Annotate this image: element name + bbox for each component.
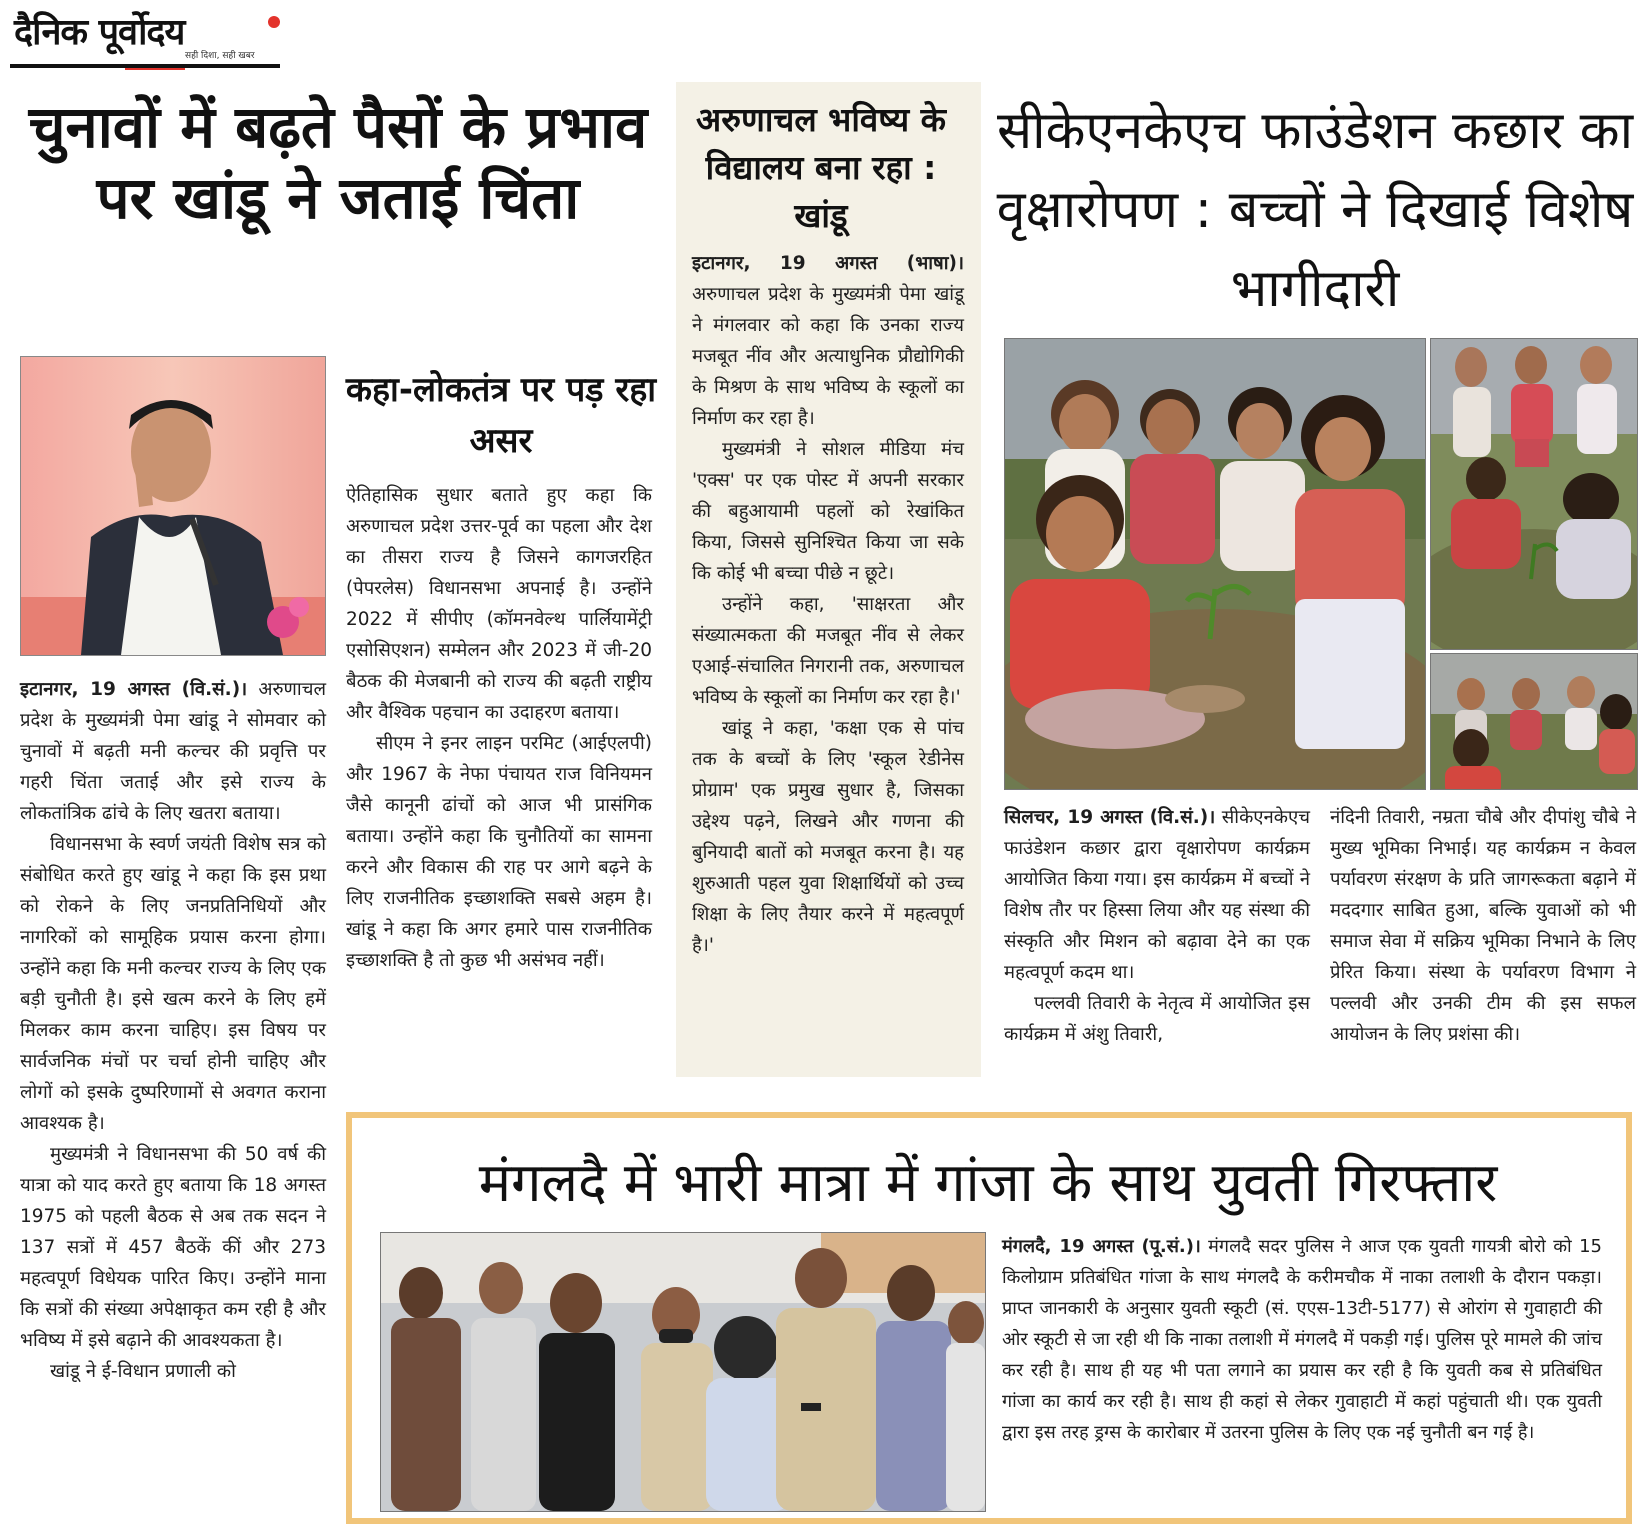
masthead-logo-dot	[268, 16, 280, 28]
story1-dateline: इटानगर, 19 अगस्त (वि.सं.)।	[20, 679, 248, 700]
masthead-tagline: सही दिशा, सही खबर	[185, 51, 255, 61]
story2-headline: अरुणाचल भविष्य के विद्यालय बना रहा : खांडू	[696, 100, 946, 235]
story1-paragraph-3: मुख्यमंत्री ने विधानसभा की 50 वर्ष की यात्रा को याद करते हुए बताया कि 18 अगस्त 1975 को पहली बैठक से अब तक सदन ने 137 सत्रों में 457 बैठकें कीं और 273 महत्वपूर्ण विधेयक पारित किए। उन्होंने माना कि सत्रों की संख्या अपेक्षाकृत कम रही है और भविष्य में इसे बढ़ाने की आवश्यकता है।	[20, 1144, 326, 1351]
story3-dateline: सिलचर, 19 अगस्त (वि.सं.)।	[1004, 807, 1216, 828]
story2-paragraph-3: उन्होंने कहा, 'साक्षरता और संख्यात्मकता की मजबूत नींव से लेकर एआई-संचालित निगरानी तक, अरुणाचल भविष्य के स्कूलों का निर्माण कर रहा है।'	[692, 594, 964, 708]
story1-paragraph-6: सीएम ने इनर लाइन परमिट (आईएलपी) और 1967 के नेफा पंचायत राज विनियमन जैसे कानूनी ढांचों को आज भी प्रासंगिक बताया। उन्होंने कहा कि चुनौतियों का सामना करने और विकास की राह पर आगे बढ़ने के लिए राजनीतिक इच्छाशक्ति सबसे अहम है। खांडू ने कहा कि अगर हमारे पास राजनीतिक इच्छाशक्ति है तो कुछ भी असंभव नहीं।	[346, 733, 652, 971]
story4-column	[1002, 1231, 1602, 1448]
story3-column-2	[1330, 802, 1636, 1050]
masthead-accent-rule	[125, 68, 185, 70]
story2-paragraph-1: अरुणाचल प्रदेश के मुख्यमंत्री पेमा खांडू ने मंगलवार को कहा कि उनका राज्य मजबूत नींव और अत्याधुनिक प्रौद्योगिकी के मिश्रण के साथ भविष्य के स्कूलों का निर्माण कर रहा है।	[692, 284, 964, 429]
story1-subhead: कहा-लोकतंत्र पर पड़ रहा असर	[345, 370, 657, 461]
story3-paragraph-3: नंदिनी तिवारी, नम्रता चौबे और दीपांशु चौबे ने मुख्य भूमिका निभाई। यह कार्यक्रम न केवल पर्यावरण संरक्षण के प्रति जागरूकता बढ़ाने में मददगार साबित हुआ, बल्कि युवाओं को भी समाज सेवा में सक्रिय भूमिका निभाने के लिए प्रेरित किया। संस्था के पर्यावरण विभाग ने पल्लवी और उनकी टीम की इस सफल आयोजन के लिए प्रशंसा की।	[1330, 807, 1636, 1045]
masthead-title: दैनिक पूर्वोदय	[14, 12, 185, 53]
story1-paragraph-1: अरुणाचल प्रदेश के मुख्यमंत्री पेमा खांडू ने सोमवार को चुनावों में बढ़ती मनी कल्चर की प्रवृत्ति पर गहरी चिंता जताई और इसे राज्य के लोकतांत्रिक ढांचे के लिए खतरा बताया।	[20, 679, 326, 824]
arrest-photo	[380, 1232, 986, 1512]
story1-column-1	[20, 674, 326, 1387]
khandu-photo	[20, 356, 326, 656]
story1-headline: चुनावों में बढ़ते पैसों के प्रभाव पर खांडू ने जताई चिंता	[28, 93, 648, 232]
story4-paragraph-1: मंगलदै सदर पुलिस ने आज एक युवती गायत्री बोरो को 15 किलोग्राम प्रतिबंधित गांजा के साथ मंगलदै के करीमचौक में नाका तलाशी के दौरान पकड़ा। प्राप्त जानकारी के अनुसार युवती स्कूटी (सं. एएस-13टी-5177) से ओरांग से गुवाहाटी की ओर स्कूटी से जा रही थी कि नाका तलाशी में मंगलदै में पकड़ी गई। पुलिस पूरे मामले की जांच कर रही है। साथ ही यह भी पता लगाने का प्रयास कर रही है कि युवती कब से प्रतिबंधित गांजा का कार्य कर रही है। साथ ही कहां से लेकर गुवाहाटी में कहां पहुंचाती थी। एक युवती द्वारा इस तरह ड्रग्स के कारोबार में उतरना पुलिस के लिए एक नई चुनौती बन गई है।	[1002, 1236, 1602, 1443]
story1-paragraph-5: ऐतिहासिक सुधार बताते हुए कहा कि अरुणाचल प्रदेश उत्तर-पूर्व का पहला और देश का तीसरा राज्य है जिसने कागजरहित (पेपरलेस) विधानसभा अपनाई है। उन्होंने 2022 में सीपीए (कॉमनवेल्थ पार्लियामेंट्री एसोसिएशन) सम्मेलन और 2023 में जी-20 बैठक की मेजबानी को राज्य की बढ़ती राष्ट्रीय और वैश्विक पहचान का उदाहरण बताया।	[346, 485, 652, 723]
plantation-photo-top-right	[1430, 338, 1638, 650]
story1-paragraph-4: खांडू ने ई-विधान प्रणाली को	[50, 1361, 236, 1382]
story3-headline: सीकेएनकेएच फाउंडेशन कछार का वृक्षारोपण : बच्चों ने दिखाई विशेष भागीदारी	[996, 101, 1634, 320]
story2-column	[692, 248, 964, 961]
plantation-photo-bottom-right	[1430, 653, 1638, 790]
story3-paragraph-2: पल्लवी तिवारी के नेतृत्व में आयोजित इस कार्यक्रम में अंशु तिवारी,	[1004, 993, 1310, 1045]
story2-dateline: इटानगर, 19 अगस्त (भाषा)।	[692, 253, 964, 274]
story4-dateline: मंगलदै, 19 अगस्त (पू.सं.)।	[1002, 1236, 1201, 1257]
story1-paragraph-2: विधानसभा के स्वर्ण जयंती विशेष सत्र को संबोधित करते हुए खांडू ने कहा कि इस प्रथा को रोकने के लिए जनप्रतिनिधियों और नागरिकों को सामूहिक प्रयास करना होगा। उन्होंने कहा कि मनी कल्चर राज्य के लिए एक बड़ी चुनौती है। इसे खत्म करने के लिए हमें मिलकर काम करना चाहिए। इस विषय पर सार्वजनिक मंचों पर चर्चा होनी चाहिए और लोगों को इसके दुष्परिणामों से अवगत कराना आवश्यक है।	[20, 834, 326, 1134]
story2-paragraph-4: खांडू ने कहा, 'कक्षा एक से पांच तक के बच्चों के लिए 'स्कूल रेडीनेस प्रोग्राम' एक प्रमुख सुधार है, जिसका उद्देश्य पढ़ने, लिखने और गणना की बुनियादी बातों को मजबूत करना है। यह शुरुआती पहल युवा शिक्षार्थियों को उच्च शिक्षा के लिए तैयार करने में महत्वपूर्ण है।'	[692, 718, 964, 956]
story1-column-2	[346, 480, 652, 976]
story2-paragraph-2: मुख्यमंत्री ने सोशल मीडिया मंच 'एक्स' पर एक पोस्ट में अपनी सरकार की बहुआयामी पहलों को रेखांकित किया, जिससे सुनिश्चित किया जा सके कि कोई भी बच्चा पीछे न छूटे।	[692, 439, 964, 584]
story4-headline: मंगलदै में भारी मात्रा में गांजा के साथ युवती गिरफ्तार	[478, 1151, 1498, 1214]
plantation-photo-main	[1004, 338, 1426, 790]
story3-column-1	[1004, 802, 1310, 1050]
story3-paragraph-1: सीकेएनकेएच फाउंडेशन कछार द्वारा वृक्षारोपण कार्यक्रम आयोजित किया गया। इस कार्यक्रम में बच्चों ने विशेष तौर पर हिस्सा लिया और यह संस्था की संस्कृति और मिशन को बढ़ावा देने का एक महत्वपूर्ण कदम था।	[1004, 807, 1310, 983]
